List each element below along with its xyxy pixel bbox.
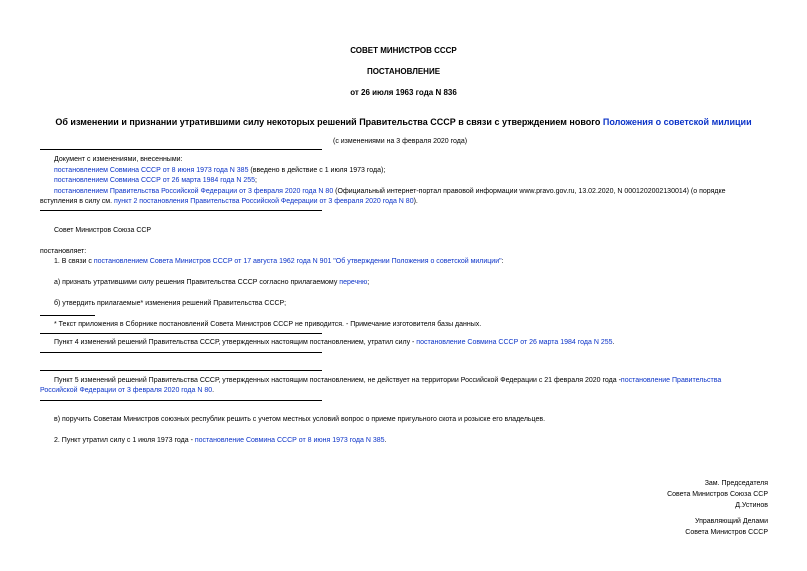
amendment-text: ). <box>413 198 418 205</box>
amendment-item <box>54 166 385 175</box>
amendment-link-2020-point2[interactable]: пункт 2 постановления Правительства Российской Федерации от 3 февраля 2020 года N 80 <box>114 198 414 205</box>
footnote-divider <box>40 315 95 316</box>
divider <box>40 400 322 401</box>
amendments-intro: Документ с изменениями, внесенными: <box>54 156 183 163</box>
paragraph-text: 2. Пункт утратил силу с 1 июля 1973 года - <box>54 437 195 444</box>
signature-title: Зам. Председателя <box>704 480 768 487</box>
divider <box>40 149 322 150</box>
council-name: Совет Министров Союза ССР <box>54 227 152 234</box>
divider <box>40 352 322 353</box>
note-point-5 <box>54 376 721 385</box>
document-type: ПОСТАНОВЛЕНИЕ <box>366 67 441 76</box>
issuing-authority: СОВЕТ МИНИСТРОВ СССР <box>350 46 457 55</box>
note-text: . <box>212 387 215 394</box>
paragraph-c: в) поручить Советам Министров союзных республик решить с учетом местных условий вопрос о приеме пригульного скота и розыске его владельцев. <box>54 416 546 423</box>
signature-title: Управляющий Делами <box>694 518 768 525</box>
paragraph-1 <box>54 257 504 266</box>
note-point-4 <box>54 338 614 347</box>
amendment-item <box>54 176 257 185</box>
link-2020-n80-cont[interactable]: Российской Федерации от 3 февраля 2020 года N 80 <box>40 387 213 394</box>
paragraph-text: 1. В связи с <box>54 258 94 265</box>
divider <box>40 333 322 334</box>
note-text: Пункт 4 изменений решений Правительства СССР, утвержденных настоящим постановлением, утратил силу - <box>54 339 417 346</box>
amendment-text: вступления в силу см. <box>40 198 115 205</box>
signature-org: Совета Министров Союза ССР <box>667 491 768 498</box>
paragraph-text: : <box>501 258 504 265</box>
title-link-militia-regulation[interactable]: Положения о советской милиции <box>602 117 752 127</box>
amendment-item-continuation <box>40 197 418 206</box>
note-text: . <box>612 339 615 346</box>
divider <box>40 210 322 211</box>
signature-name: Д.Устинов <box>735 502 768 509</box>
revision-note: (с изменениями на 3 февраля 2020 года) <box>333 138 468 145</box>
paragraph-2 <box>54 436 386 445</box>
amendment-item <box>54 187 726 196</box>
footnote: * Текст приложения в Сборнике постановлений Совета Министров СССР не приводится. - Примечание изготовителя базы данных. <box>54 321 482 328</box>
document-date: от 26 июля 1963 года N 836 <box>350 88 457 97</box>
link-1984-n255[interactable]: постановление Совмина СССР от 26 марта 1984 года N 255 <box>416 339 613 346</box>
paragraph-text: а) признать утратившими силу решения Правительства СССР согласно прилагаемому <box>54 279 340 286</box>
divider <box>40 370 322 371</box>
amendment-text: (введено в действие с 1 июля 1973 года); <box>248 167 386 174</box>
title-text: Об изменении и признании утратившими силу некоторых решений Правительства СССР в связи с утверждением нового <box>55 117 603 127</box>
paragraph-b: б) утвердить прилагаемые* изменения решений Правительства СССР; <box>54 300 287 307</box>
link-2020-n80[interactable]: постановление Правительства <box>620 377 722 384</box>
paragraph-text: . <box>384 437 387 444</box>
signature-deputy-chairman <box>667 479 768 510</box>
signature-chief-of-staff <box>685 517 768 537</box>
signature-org: Совета Министров СССР <box>685 529 768 536</box>
amendment-text: (Официальный интернет-портал правовой информации www.pravo.gov.ru, 13.02.2020, N 0001202002130014) (о порядке <box>333 188 726 195</box>
link-list[interactable]: перечню <box>339 279 368 286</box>
amendment-link-1984[interactable]: постановлением Совмина СССР от 26 марта 1984 года N 255 <box>54 177 256 184</box>
document-title <box>0 117 807 128</box>
link-resolution-1962[interactable]: постановлением Совета Министров СССР от 17 августа 1962 года N 901 "Об утверждении Положения о советской милиции" <box>93 258 502 265</box>
amendment-link-2020[interactable]: постановлением Правительства Российской Федерации от 3 февраля 2020 года N 80 <box>54 188 334 195</box>
note-point-5-continuation <box>40 386 214 395</box>
amendment-link-1973[interactable]: постановлением Совмина СССР от 8 июня 1973 года N 385 <box>54 167 249 174</box>
paragraph-a <box>54 278 369 287</box>
note-text: Пункт 5 изменений решений Правительства СССР, утвержденных настоящим постановлением, не действует на территории Российской Федерации с 21 февраля 2020 года - <box>54 377 621 384</box>
link-1973-n385[interactable]: постановление Совмина СССР от 8 июня 1973 года N 385 <box>194 437 385 444</box>
paragraph-text: ; <box>367 279 370 286</box>
amendment-text: ; <box>255 177 257 184</box>
resolves-word: постановляет: <box>40 248 87 255</box>
